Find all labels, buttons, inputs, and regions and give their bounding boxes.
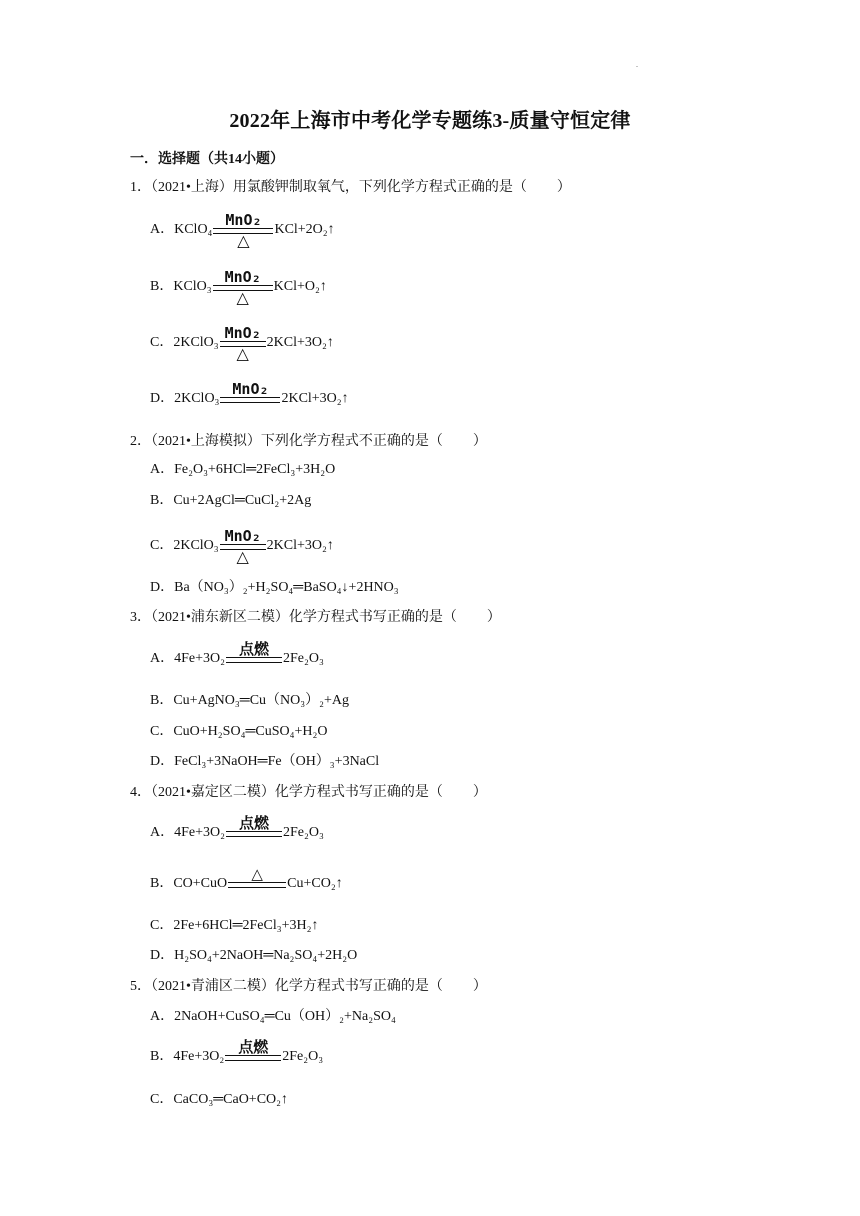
option-reactants: A．KClO₄: [150, 222, 213, 238]
q5-option-a[interactable]: A．2NaOH+CuSO₄═Cu（OH）₂+Na₂SO₄: [150, 1009, 396, 1024]
option-products: 2Fe₂O₃: [282, 1049, 324, 1065]
document-title: 2022年上海市中考化学专题练3-质量守恒定律: [229, 110, 631, 132]
question-5: [130, 975, 487, 995]
ignition-label: 点燃: [238, 814, 269, 832]
reaction-arrow: [226, 814, 282, 843]
option-products: KCl+2O₂↑: [274, 222, 335, 238]
question-5-stem-close: ）: [472, 979, 487, 994]
reaction-arrow: [226, 640, 282, 669]
question-4-stem-close: ）: [472, 785, 487, 800]
q5-option-b[interactable]: [150, 1038, 324, 1067]
q3-option-a[interactable]: [150, 640, 324, 669]
reaction-arrow: [213, 211, 273, 250]
question-4: [130, 781, 487, 801]
q3-option-b[interactable]: B．Cu+AgNO₃═Cu（NO₃）₂+Ag: [150, 693, 350, 708]
reaction-arrow: [220, 380, 280, 409]
catalyst-label: MnO₂: [225, 211, 262, 229]
ignition-label: 点燃: [238, 640, 269, 658]
heat-symbol: △: [251, 865, 263, 883]
catalyst-label: MnO₂: [232, 380, 269, 398]
question-1-stem: 1．（2021•上海）用氯酸钾制取氧气，下列化学方程式正确的是（: [130, 180, 527, 195]
heat-symbol: △: [237, 231, 250, 250]
q2-option-c[interactable]: [150, 527, 334, 566]
q2-option-b[interactable]: B．Cu+2AgCl═CuCl₂+2Ag: [150, 493, 312, 508]
reaction-arrow: [225, 1038, 281, 1067]
catalyst-label: MnO₂: [224, 268, 261, 286]
question-2-stem-close: ）: [472, 434, 487, 449]
reaction-arrow: [213, 268, 273, 307]
question-3-stem-close: ）: [486, 610, 501, 625]
q1-option-d[interactable]: [150, 380, 349, 409]
option-reactants: A．4Fe+3O₂: [150, 825, 225, 841]
question-5-stem: 5．（2021•青浦区二模）化学方程式书写正确的是（: [130, 979, 443, 994]
question-1: [130, 176, 571, 196]
option-reactants: B．KClO₃: [150, 279, 212, 295]
q1-option-c[interactable]: [150, 324, 334, 363]
q4-option-c[interactable]: C．2Fe+6HCl═2FeCl₃+3H₂↑: [150, 918, 319, 933]
reaction-arrow: [220, 324, 266, 363]
option-reactants: C．2KClO₃: [150, 538, 219, 554]
option-reactants: A．4Fe+3O₂: [150, 651, 225, 667]
heat-symbol: △: [236, 344, 249, 363]
option-products: KCl+O₂↑: [273, 279, 327, 295]
option-reactants: C．2KClO₃: [150, 335, 219, 351]
reaction-arrow: [220, 527, 266, 566]
q3-option-d[interactable]: D．FeCl₃+3NaOH═Fe（OH）₃+3NaCl: [150, 754, 380, 769]
q4-option-d[interactable]: D．H₂SO₄+2NaOH═Na₂SO₄+2H₂O: [150, 948, 358, 963]
section-heading: 一．选择题（共14小题）: [130, 152, 284, 167]
heat-symbol: △: [236, 288, 249, 307]
q3-option-c[interactable]: C．CuO+H₂SO₄═CuSO₄+H₂O: [150, 724, 328, 739]
option-products: Cu+CO₂↑: [287, 876, 343, 892]
catalyst-label: MnO₂: [224, 324, 261, 342]
ignition-label: 点燃: [238, 1038, 269, 1056]
heat-symbol: △: [236, 547, 249, 566]
catalyst-label: MnO₂: [224, 527, 261, 545]
q1-option-b[interactable]: [150, 268, 327, 307]
option-products: 2KCl+3O₂↑: [266, 335, 334, 351]
option-reactants: B．4Fe+3O₂: [150, 1049, 225, 1065]
option-products: 2Fe₂O₃: [283, 825, 324, 841]
question-2-stem: 2．（2021•上海模拟）下列化学方程式不正确的是（: [130, 434, 443, 449]
q1-option-a[interactable]: [150, 211, 335, 250]
q2-option-a[interactable]: A．Fe₂O₃+6HCl═2FeCl₃+3H₂O: [150, 462, 336, 477]
option-products: 2Fe₂O₃: [283, 651, 324, 667]
reaction-arrow: [228, 865, 286, 894]
question-4-stem: 4．（2021•嘉定区二模）化学方程式书写正确的是（: [130, 785, 443, 800]
question-1-stem-close: ）: [556, 180, 571, 195]
question-3-stem: 3．（2021•浦东新区二模）化学方程式书写正确的是（: [130, 610, 457, 625]
option-products: 2KCl+3O₂↑: [281, 391, 349, 407]
option-products: 2KCl+3O₂↑: [266, 538, 334, 554]
page-dot: .: [636, 60, 638, 69]
q2-option-d[interactable]: D．Ba（NO₃）₂+H₂SO₄═BaSO₄↓+2HNO₃: [150, 580, 399, 595]
option-reactants: D．2KClO₃: [150, 391, 220, 407]
option-reactants: B．CO+CuO: [150, 876, 228, 892]
q4-option-b[interactable]: [150, 865, 343, 894]
question-2: [130, 430, 487, 450]
q5-option-c[interactable]: C．CaCO₃═CaO+CO₂↑: [150, 1092, 289, 1107]
q4-option-a[interactable]: [150, 814, 324, 843]
question-3: [130, 606, 501, 626]
